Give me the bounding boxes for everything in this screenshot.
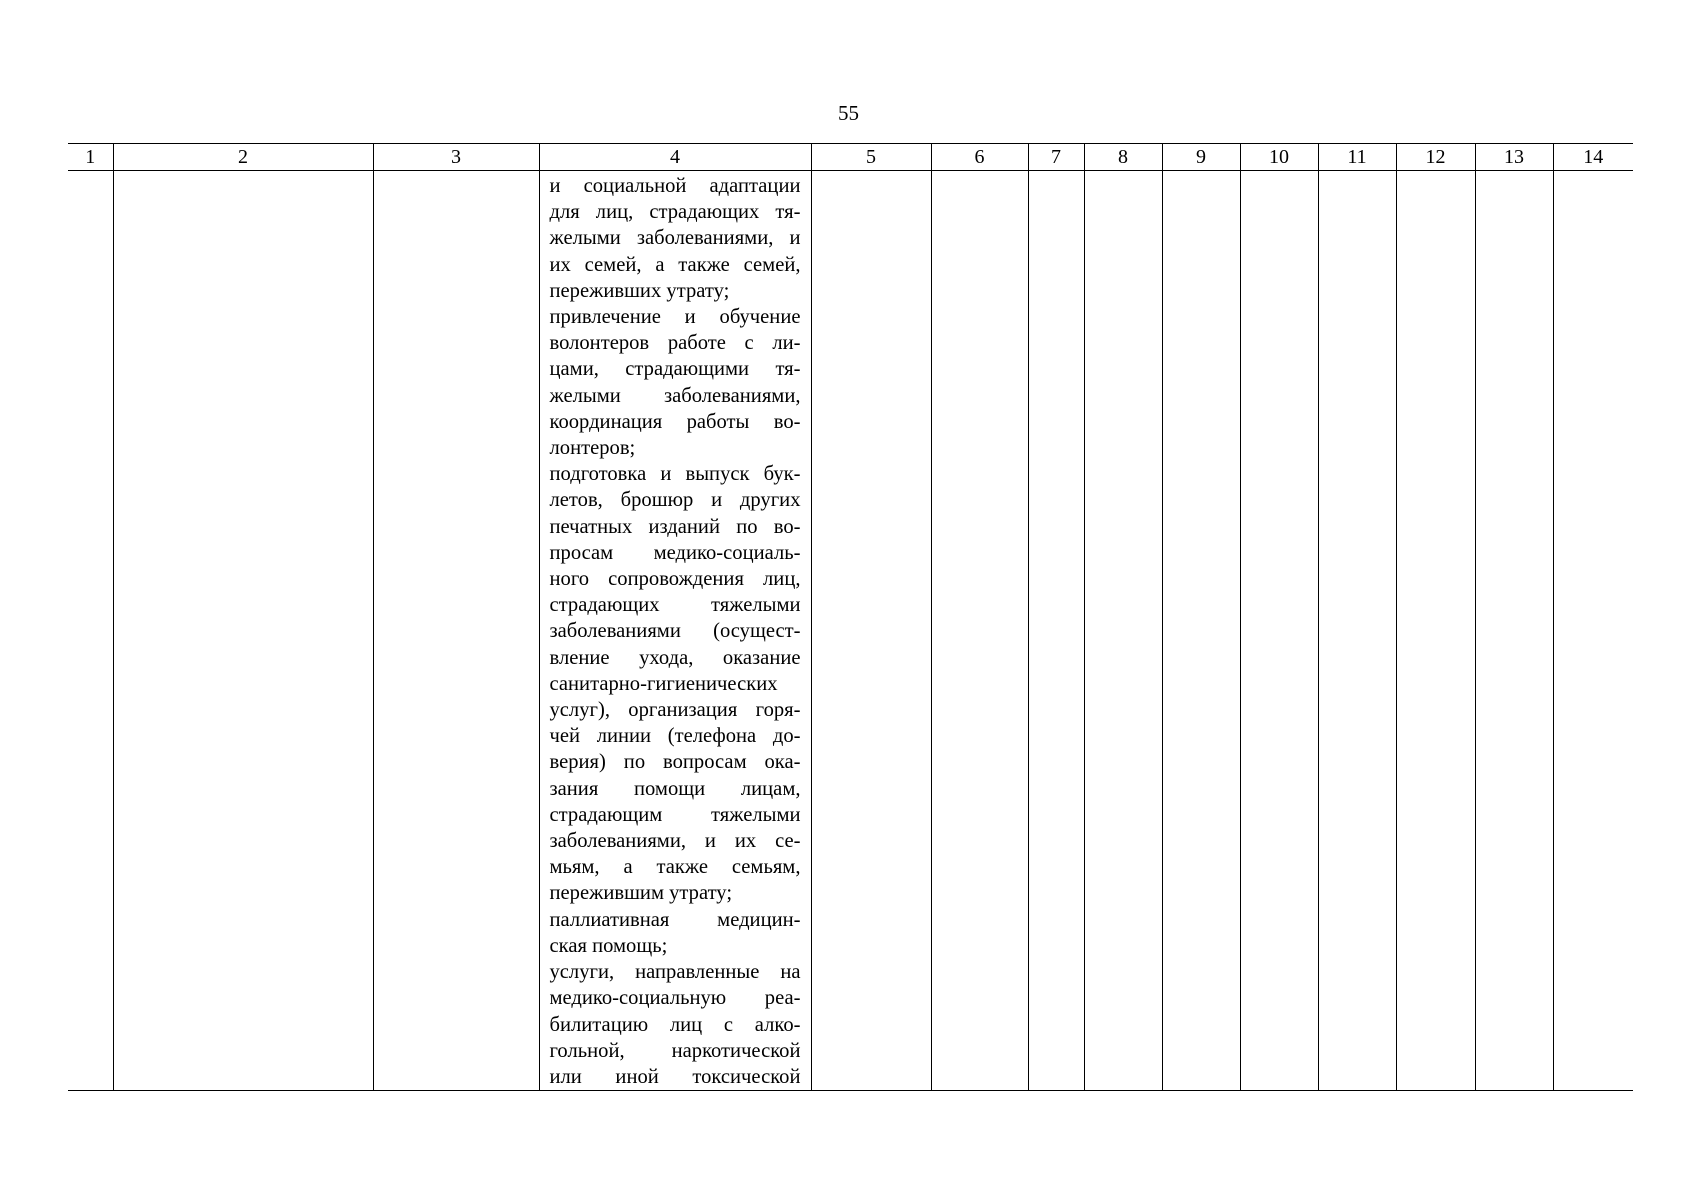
cell-col-4: [539, 171, 811, 1091]
text-line: и социальной адаптации: [549, 175, 801, 197]
text-line: волонтеров работе с ли-: [549, 332, 801, 355]
text-line: ного сопровождения лиц,: [549, 568, 801, 591]
text-line: координация работы во-: [549, 410, 801, 433]
cell-col-1: [68, 171, 113, 1091]
text-line: привлечение и обучение: [549, 306, 801, 329]
column-header-10: 10: [1240, 144, 1318, 171]
document-table: [68, 143, 1633, 1091]
text-line: желыми заболеваниями, и: [549, 227, 801, 250]
column-4-text: [550, 173, 801, 1090]
text-line: билитацию лиц с алко-: [549, 1013, 801, 1036]
column-number-row: [68, 144, 1633, 171]
column-header-11: 11: [1318, 144, 1396, 171]
text-line: медико-социальную реа-: [549, 987, 801, 1010]
text-line: заболеваниями (осущест-: [549, 620, 801, 643]
column-header-13: 13: [1475, 144, 1553, 171]
text-line: страдающим тяжелыми: [549, 803, 801, 826]
text-line: услуги, направленные на: [549, 961, 801, 984]
column-header-7: 7: [1028, 144, 1084, 171]
cell-col-12: [1396, 171, 1475, 1091]
text-line: для лиц, страдающих тя-: [549, 201, 801, 224]
text-line: услуг), организация горя-: [549, 699, 801, 722]
column-header-14: 14: [1553, 144, 1633, 171]
text-line: вление ухода, оказание: [549, 646, 801, 669]
cell-col-14: [1553, 171, 1633, 1091]
text-line: мьям, а также семьям,: [549, 856, 801, 879]
cell-col-5: [811, 171, 931, 1091]
text-line: подготовка и выпуск бук-: [549, 463, 801, 486]
text-line: чей линии (телефона до-: [549, 725, 801, 748]
text-line: гольной, наркотической: [549, 1039, 801, 1062]
column-header-3: 3: [373, 144, 539, 171]
text-line: переживших утрату;: [549, 279, 730, 302]
cell-col-8: [1084, 171, 1162, 1091]
text-line: просам медико-социаль-: [549, 541, 801, 564]
text-line: лонтеров;: [549, 437, 636, 460]
text-line: санитарно-гигиенических: [549, 672, 778, 695]
cell-col-6: [931, 171, 1028, 1091]
text-line: зания помощи лицам,: [549, 777, 801, 800]
cell-col-11: [1318, 171, 1396, 1091]
text-line: или иной токсической: [549, 1065, 801, 1088]
cell-col-7: [1028, 171, 1084, 1091]
text-line: пережившим утрату;: [549, 882, 733, 905]
column-header-4: 4: [539, 144, 811, 171]
text-line: их семей, а также семей,: [549, 253, 801, 276]
text-line: паллиативная медицин-: [549, 908, 801, 931]
column-header-2: 2: [113, 144, 373, 171]
text-line: страдающих тяжелыми: [549, 594, 801, 617]
text-line: летов, брошюр и других: [549, 489, 801, 512]
column-header-5: 5: [811, 144, 931, 171]
column-header-12: 12: [1396, 144, 1475, 171]
text-line: цами, страдающими тя-: [549, 358, 801, 381]
text-line: желыми заболеваниями,: [549, 384, 801, 407]
text-line: заболеваниями, и их се-: [549, 830, 801, 853]
cell-col-2: [113, 171, 373, 1091]
column-header-6: 6: [931, 144, 1028, 171]
text-line: ская помощь;: [549, 934, 668, 957]
table-row: [68, 171, 1633, 1091]
cell-col-3: [373, 171, 539, 1091]
column-header-8: 8: [1084, 144, 1162, 171]
cell-col-9: [1162, 171, 1240, 1091]
text-line: верия) по вопросам ока-: [549, 751, 801, 774]
column-header-9: 9: [1162, 144, 1240, 171]
column-header-1: 1: [68, 144, 113, 171]
page-number: 55: [838, 101, 859, 125]
cell-col-10: [1240, 171, 1318, 1091]
text-line: печатных изданий по во-: [549, 515, 801, 538]
cell-col-13: [1475, 171, 1553, 1091]
